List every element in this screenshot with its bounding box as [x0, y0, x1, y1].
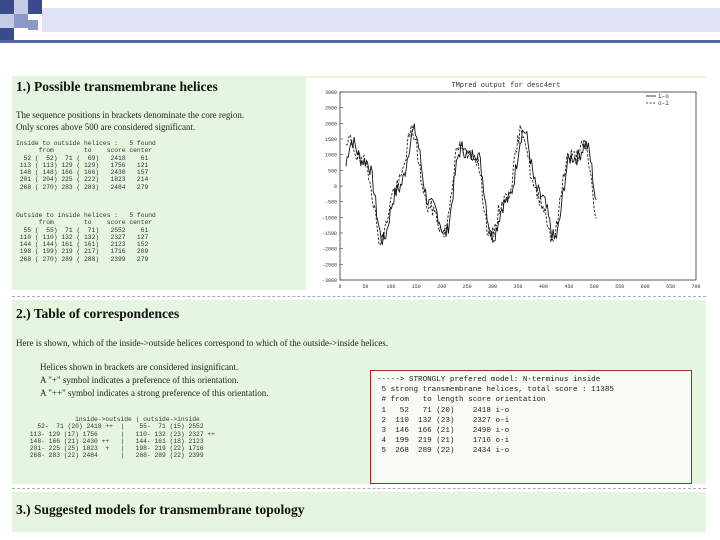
legend-oi: o-i — [658, 100, 669, 107]
outside-inside-line: Outside to inside helices : 5 found — [16, 212, 156, 219]
x-tick-label: 450 — [564, 284, 574, 290]
correspondence-row: 201- 225 (25) 1823 + | 198- 219 (22) 1716 — [26, 445, 204, 453]
curve-inside-outside — [346, 124, 596, 245]
model-line: 3 146 166 (21) 2490 i-o — [377, 427, 510, 436]
y-tick-label: -3000 — [321, 278, 337, 284]
x-tick-label: 650 — [666, 284, 676, 290]
preferred-model-box — [370, 370, 692, 484]
outside-inside-line: 144 ( 144) 161 ( 161) 2123 152 — [16, 241, 149, 249]
tmpred-plot — [306, 78, 706, 290]
y-tick-label: 0 — [333, 184, 337, 190]
inside-outside-list — [16, 140, 156, 191]
x-tick-label: 100 — [386, 284, 396, 290]
y-tick-label: -2000 — [321, 246, 337, 253]
section-3-panel — [12, 492, 706, 532]
tmpred-plot-svg — [306, 78, 706, 290]
correspondence-row: 148- 166 (21) 2430 ++ | 144- 161 (18) 2123 — [26, 437, 204, 445]
y-tick-label: -1000 — [321, 215, 337, 222]
model-line: 1 52 71 (20) 2418 i-o — [377, 406, 510, 415]
y-tick-label: -500 — [324, 199, 337, 206]
section-1-desc-1: The sequence positions in brackets denominate the core region. — [16, 110, 245, 120]
inside-outside-line: 52 ( 52) 71 ( 69) 2418 61 — [16, 154, 149, 162]
x-tick-label: 0 — [338, 284, 342, 290]
correspondence-row: 268- 283 (22) 2484 | 268- 289 (22) 2399 — [26, 452, 204, 460]
y-tick-label: -2500 — [321, 262, 337, 269]
model-line: 4 199 219 (21) 1716 o-i — [377, 437, 510, 446]
x-tick-label: 200 — [437, 284, 447, 290]
divider-2 — [12, 488, 706, 489]
x-tick-label: 400 — [538, 284, 548, 290]
divider-1 — [12, 296, 706, 297]
x-tick-label: 350 — [513, 284, 523, 290]
correspondence-table — [26, 416, 215, 460]
inside-outside-line: 148 ( 148) 166 ( 166) 2430 157 — [16, 169, 149, 177]
x-tick-label: 150 — [411, 284, 421, 290]
x-tick-label: 550 — [615, 284, 625, 290]
correspondence-row: 113- 129 (17) 1756 | 110- 132 (23) 2327 ++ — [26, 430, 215, 438]
x-tick-label: 500 — [589, 284, 599, 290]
model-line: 5 268 289 (22) 2434 i-o — [377, 447, 510, 456]
section-1-desc-2: Only scores above 500 are considered significant. — [16, 122, 196, 132]
x-tick-label: 300 — [488, 284, 498, 290]
correspondence-row: 52- 71 (20) 2418 ++ | 55- 71 (15) 2552 — [26, 423, 204, 431]
model-line: 2 110 132 (23) 2327 o-i — [377, 416, 510, 425]
inside-outside-line: 268 ( 270) 283 ( 283) 2484 279 — [16, 183, 149, 191]
section-2-note-3: A "++" symbol indicates a strong preference of this orientation. — [40, 388, 269, 398]
plot-frame — [340, 92, 696, 280]
y-tick-label: -1500 — [321, 231, 337, 237]
section-2-note-2: A "+" symbol indicates a preference of this orientation. — [40, 375, 239, 385]
plot-title: TMpred output for desc4ert — [451, 82, 561, 90]
section-2-heading: 2.) Table of correspondences — [16, 306, 180, 321]
inside-outside-line: 113 ( 113) 129 ( 129) 1756 121 — [16, 161, 149, 169]
inside-outside-line: from to score center — [16, 147, 153, 155]
plot-x-ticks — [338, 284, 700, 290]
outside-inside-line: 55 ( 55) 71 ( 71) 2552 61 — [16, 226, 149, 234]
y-tick-label: 1000 — [324, 152, 337, 159]
model-line: -----> STRONGLY prefered model: N-terminus inside — [377, 376, 601, 384]
section-2-desc: Here is shown, which of the inside->outside helices correspond to which of the outside->inside helices. — [16, 338, 389, 348]
x-tick-label: 600 — [640, 284, 650, 290]
inside-outside-line: Inside to outside helices : 5 found — [16, 140, 156, 147]
y-tick-label: 3000 — [324, 90, 337, 96]
x-tick-label: 250 — [462, 284, 472, 290]
outside-inside-line: 110 ( 110) 132 ( 132) 2327 127 — [16, 233, 149, 241]
inside-outside-line: 201 ( 204) 225 ( 222) 1823 214 — [16, 176, 149, 184]
outside-inside-line: from to score center — [16, 219, 153, 227]
section-2-note-1: Helices shown in brackets are considered insignificant. — [40, 362, 239, 372]
section-3-heading: 3.) Suggested models for transmembrane topology — [16, 502, 305, 517]
outside-inside-line: 268 ( 270) 289 ( 288) 2399 279 — [16, 255, 149, 263]
outside-inside-list — [16, 212, 156, 263]
section-1-heading: 1.) Possible transmembrane helices — [16, 79, 218, 94]
x-tick-label: 50 — [362, 284, 369, 290]
y-tick-label: 1500 — [324, 137, 337, 143]
x-tick-label: 700 — [691, 284, 701, 290]
y-tick-label: 500 — [327, 168, 337, 175]
preferred-model-text — [377, 375, 614, 457]
correspondence-row: inside->outside | outside->inside — [26, 416, 200, 423]
outside-inside-line: 198 ( 199) 219 ( 217) 1716 209 — [16, 248, 149, 256]
header-rule — [0, 40, 720, 43]
model-line: 5 strong transmembrane helices, total score : 11385 — [377, 386, 614, 395]
model-line: # from to length score orientation — [377, 396, 546, 405]
y-tick-label: 2500 — [324, 105, 337, 112]
curve-outside-inside — [346, 125, 596, 245]
legend-io: i-o — [658, 93, 669, 100]
y-tick-label: 2000 — [324, 121, 337, 128]
